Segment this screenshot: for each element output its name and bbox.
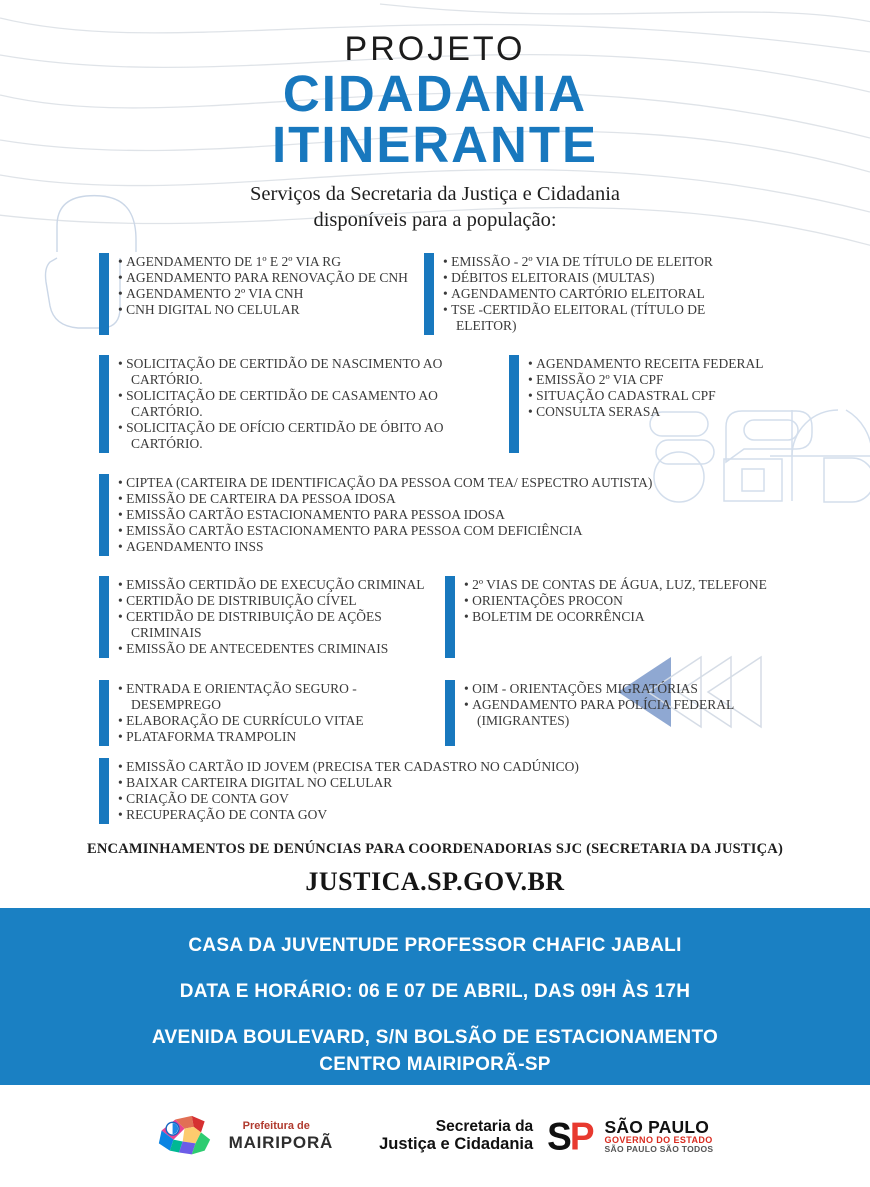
sp-logo-s: S <box>547 1114 570 1158</box>
mairipora-map-icon <box>157 1112 223 1160</box>
service-item: • AGENDAMENTO PARA POLÍCIA FEDERAL (IMIGRANTES) <box>464 697 756 729</box>
service-item: • AGENDAMENTO 2º VIA CNH <box>118 286 408 302</box>
service-item: • TSE -CERTIDÃO ELEITORAL (TÍTULO DE ELEITOR) <box>443 302 767 334</box>
service-list <box>443 253 767 335</box>
service-block-trabalho <box>99 680 445 746</box>
service-item: • BOLETIM DE OCORRÊNCIA <box>464 609 767 625</box>
service-block-eleitoral <box>424 253 767 335</box>
event-banner <box>0 908 870 1085</box>
service-item: • ORIENTAÇÕES PROCON <box>464 593 767 609</box>
sao-paulo-gov-text <box>605 1118 714 1155</box>
service-item: • SOLICITAÇÃO DE CERTIDÃO DE NASCIMENTO AO CARTÓRIO. <box>118 356 509 388</box>
service-block-cartorio <box>99 355 509 453</box>
service-item: • SOLICITAÇÃO DE OFÍCIO CERTIDÃO DE ÓBITO AO CARTÓRIO. <box>118 420 509 452</box>
service-list <box>118 355 509 453</box>
footer-logos <box>0 1085 870 1187</box>
service-item: • CRIAÇÃO DE CONTA GOV <box>118 791 579 807</box>
service-item: • SOLICITAÇÃO DE CERTIDÃO DE CASAMENTO AO CARTÓRIO. <box>118 388 509 420</box>
service-item: • EMISSÃO - 2º VIA DE TÍTULO DE ELEITOR <box>443 254 767 270</box>
service-item: • RECUPERAÇÃO DE CONTA GOV <box>118 807 579 823</box>
services-row-5 <box>99 680 767 746</box>
service-item: • AGENDAMENTO DE 1º E 2º VIA RG <box>118 254 408 270</box>
service-list <box>118 576 445 658</box>
service-list <box>118 758 579 824</box>
accent-bar <box>445 576 455 658</box>
accent-bar <box>445 680 455 746</box>
service-block-receita-federal <box>509 355 767 453</box>
mairipora-text <box>229 1121 333 1151</box>
title-line-2: ITINERANTE <box>272 116 598 173</box>
header <box>0 0 870 233</box>
service-block-conta-gov <box>99 758 767 824</box>
services-row-6 <box>99 758 767 824</box>
service-item: • EMISSÃO DE CARTEIRA DA PESSOA IDOSA <box>118 491 652 507</box>
service-item: • EMISSÃO CARTÃO ESTACIONAMENTO PARA PESSOA IDOSA <box>118 507 652 523</box>
service-item: • EMISSÃO 2º VIA CPF <box>528 372 764 388</box>
mairipora-label: MAIRIPORÃ <box>228 1133 334 1152</box>
service-list <box>464 576 767 658</box>
service-list <box>464 680 756 746</box>
service-item: • CERTIDÃO DE DISTRIBUIÇÃO CÍVEL <box>118 593 445 609</box>
services-row-4 <box>99 576 767 658</box>
accent-bar <box>424 253 434 335</box>
accent-bar <box>99 474 109 556</box>
service-item: • AGENDAMENTO INSS <box>118 539 652 555</box>
governo-estado-label: GOVERNO DO ESTADO <box>604 1135 713 1145</box>
subtitle-line-1: Serviços da Secretaria da Justiça e Cidadania <box>250 183 620 205</box>
service-item: • AGENDAMENTO PARA RENOVAÇÃO DE CNH <box>118 270 408 286</box>
service-item: • CNH DIGITAL NO CELULAR <box>118 302 408 318</box>
service-item: • EMISSÃO CARTÃO ESTACIONAMENTO PARA PESSOA COM DEFICIÊNCIA <box>118 523 652 539</box>
service-item: • SITUAÇÃO CADASTRAL CPF <box>528 388 764 404</box>
service-item: • AGENDAMENTO CARTÓRIO ELEITORAL <box>443 286 767 302</box>
service-block-carteiras-especiais <box>99 474 767 556</box>
service-item: • EMISSÃO CERTIDÃO DE EXECUÇÃO CRIMINAL <box>118 577 445 593</box>
services-row-3 <box>99 474 767 556</box>
accent-bar <box>509 355 519 453</box>
service-item: • AGENDAMENTO RECEITA FEDERAL <box>528 356 764 372</box>
accent-bar <box>99 758 109 824</box>
secretaria-logo-text <box>379 1118 533 1155</box>
website-text: JUSTICA.SP.GOV.BR <box>305 867 565 896</box>
accent-bar <box>99 576 109 658</box>
service-item: • CIPTEA (CARTEIRA DE IDENTIFICAÇÃO DA PESSOA COM TEA/ ESPECTRO AUTISTA) <box>118 475 652 491</box>
event-address-line-2: CENTRO MAIRIPORÃ-SP <box>319 1054 551 1075</box>
service-item: • CERTIDÃO DE DISTRIBUIÇÃO DE AÇÕES CRIMINAIS <box>118 609 445 641</box>
accent-bar <box>99 355 109 453</box>
service-item: • CONSULTA SERASA <box>528 404 764 420</box>
event-venue: CASA DA JUVENTUDE PROFESSOR CHAFIC JABALI <box>188 935 682 956</box>
services-row-2 <box>99 355 767 453</box>
subtitle <box>0 181 870 233</box>
service-item: • PLATAFORMA TRAMPOLIN <box>118 729 445 745</box>
referrals-note: ENCAMINHAMENTOS DE DENÚNCIAS PARA COORDENADORIAS SJC (SECRETARIA DA JUSTIÇA) <box>87 841 783 857</box>
service-list <box>118 474 652 556</box>
secretaria-line-2: Justiça e Cidadania <box>379 1135 534 1154</box>
mairipora-logo <box>157 1112 333 1160</box>
service-item: • ENTRADA E ORIENTAÇÃO SEGURO - DESEMPREGO <box>118 681 445 713</box>
subtitle-line-2: disponíveis para a população: <box>313 209 557 231</box>
service-item: • EMISSÃO DE ANTECEDENTES CRIMINAIS <box>118 641 445 657</box>
service-item: • BAIXAR CARTEIRA DIGITAL NO CELULAR <box>118 775 579 791</box>
service-block-certidoes-criminais <box>99 576 445 658</box>
service-item: • 2º VIAS DE CONTAS DE ÁGUA, LUZ, TELEFONE <box>464 577 767 593</box>
project-kicker: PROJETO <box>344 30 526 68</box>
service-block-migratorias <box>445 680 767 746</box>
service-block-rg-cnh <box>99 253 424 335</box>
services-row-1 <box>99 253 767 335</box>
service-item: • EMISSÃO CARTÃO ID JOVEM (PRECISA TER CADASTRO NO CADÚNICO) <box>118 759 579 775</box>
service-item: • ELABORAÇÃO DE CURRÍCULO VITAE <box>118 713 445 729</box>
service-list <box>118 680 445 746</box>
prefeitura-label: Prefeitura de <box>242 1120 310 1132</box>
accent-bar <box>99 680 109 746</box>
event-address-line-1: AVENIDA BOULEVARD, S/N BOLSÃO DE ESTACIONAMENTO <box>151 1027 719 1048</box>
title-line-1: CIDADANIA <box>282 65 588 122</box>
service-item: • DÉBITOS ELEITORAIS (MULTAS) <box>443 270 767 286</box>
sp-logo <box>547 1114 593 1158</box>
event-datetime: DATA E HORÁRIO: 06 E 07 DE ABRIL, DAS 09H ÀS 17H <box>179 981 691 1002</box>
services-section <box>99 253 767 824</box>
service-list <box>118 253 408 335</box>
sp-logo-p: P <box>569 1114 593 1158</box>
service-list <box>528 355 764 453</box>
accent-bar <box>99 253 109 335</box>
secretaria-line-1: Secretaria da <box>435 1117 534 1135</box>
service-item: • OIM - ORIENTAÇÕES MIGRATÓRIAS <box>464 681 756 697</box>
service-block-contas-procon <box>445 576 767 658</box>
sao-paulo-label: SÃO PAULO <box>604 1116 710 1137</box>
sao-paulo-sao-todos-label: SÃO PAULO SÃO TODOS <box>604 1144 714 1155</box>
logo-group <box>157 1112 714 1160</box>
